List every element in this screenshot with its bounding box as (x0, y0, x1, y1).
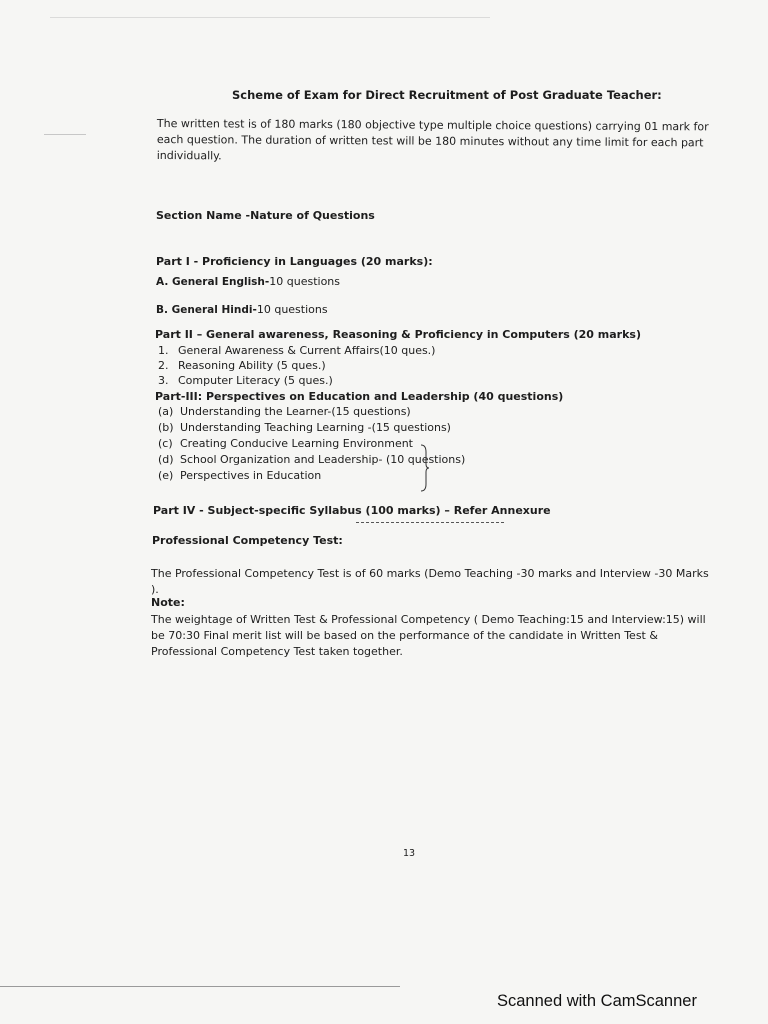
part2-item-3 (158, 374, 333, 387)
list-text: Perspectives in Education (180, 469, 322, 482)
part1-item-b-label: B. General Hindi- (156, 304, 257, 316)
part1-heading: Part I - Proficiency in Languages (20 marks): (156, 255, 433, 268)
camscanner-watermark: Scanned with CamScanner (497, 992, 697, 1010)
list-letter: (c) (158, 437, 173, 450)
note-paragraph: The weightage of Written Test & Professional Competency ( Demo Teaching:15 and Interview:15) will be 70:30 Final merit list will be based on the performance of the candidate in Written Test & Professional Competency Test taken together. (151, 613, 706, 658)
footer-rule (0, 986, 400, 987)
part1-item-b (156, 298, 328, 317)
document-title: Scheme of Exam for Direct Recruitment of Post Graduate Teacher: (232, 88, 662, 102)
list-text: Reasoning Ability (5 ques.) (178, 359, 326, 372)
section-heading: Section Name -Nature of Questions (156, 209, 375, 222)
list-text: General Awareness & Current Affairs(10 ques.) (178, 344, 436, 357)
part2-item-1 (158, 344, 435, 357)
part4-heading: Part IV - Subject-specific Syllabus (100 marks) – Refer Annexure (153, 504, 551, 517)
dashed-divider (356, 522, 504, 523)
list-number: 3. (158, 374, 169, 387)
part2-item-2 (158, 359, 326, 372)
list-text: Understanding the Learner-(15 questions) (180, 405, 411, 418)
part1-item-b-value: 10 questions (256, 303, 328, 316)
scan-artifact-left (44, 134, 86, 135)
list-text: Computer Literacy (5 ques.) (178, 374, 333, 387)
list-text: Understanding Teaching Learning -(15 questions) (180, 421, 451, 434)
scan-artifact-top (50, 17, 490, 18)
part3-item-c (158, 437, 413, 450)
page-number: 13 (403, 848, 416, 859)
list-letter: (d) (158, 453, 174, 466)
note-label: Note: (151, 596, 185, 609)
part3-item-e (158, 469, 321, 482)
part1-item-a-label: A. General English- (156, 276, 270, 288)
list-letter: (a) (158, 405, 174, 418)
part3-heading: Part-III: Perspectives on Education and Leadership (40 questions) (155, 390, 564, 403)
intro-paragraph: The written test is of 180 marks (180 objective type multiple choice questions) carrying 01 mark for each question. The duration of written test will be 180 minutes without any time limit for each part individually. (156, 116, 709, 163)
list-letter: (e) (158, 469, 174, 482)
list-number: 1. (158, 344, 169, 357)
part3-item-a (158, 405, 411, 418)
list-text: School Organization and Leadership- (10 questions) (180, 453, 466, 466)
part3-item-b (158, 421, 451, 434)
part2-heading: Part II – General awareness, Reasoning & Proficiency in Computers (20 marks) (155, 328, 641, 341)
list-letter: (b) (158, 421, 174, 434)
part1-item-a (156, 270, 340, 289)
grouping-brace-icon (420, 444, 430, 492)
pct-paragraph: The Professional Competency Test is of 60 marks (Demo Teaching -30 marks and Interview -30 Marks ). (151, 567, 709, 596)
part1-item-a-value: 10 questions (269, 275, 341, 288)
list-number: 2. (158, 359, 169, 372)
list-text: Creating Conducive Learning Environment (180, 437, 413, 450)
pct-heading: Professional Competency Test: (152, 534, 343, 547)
